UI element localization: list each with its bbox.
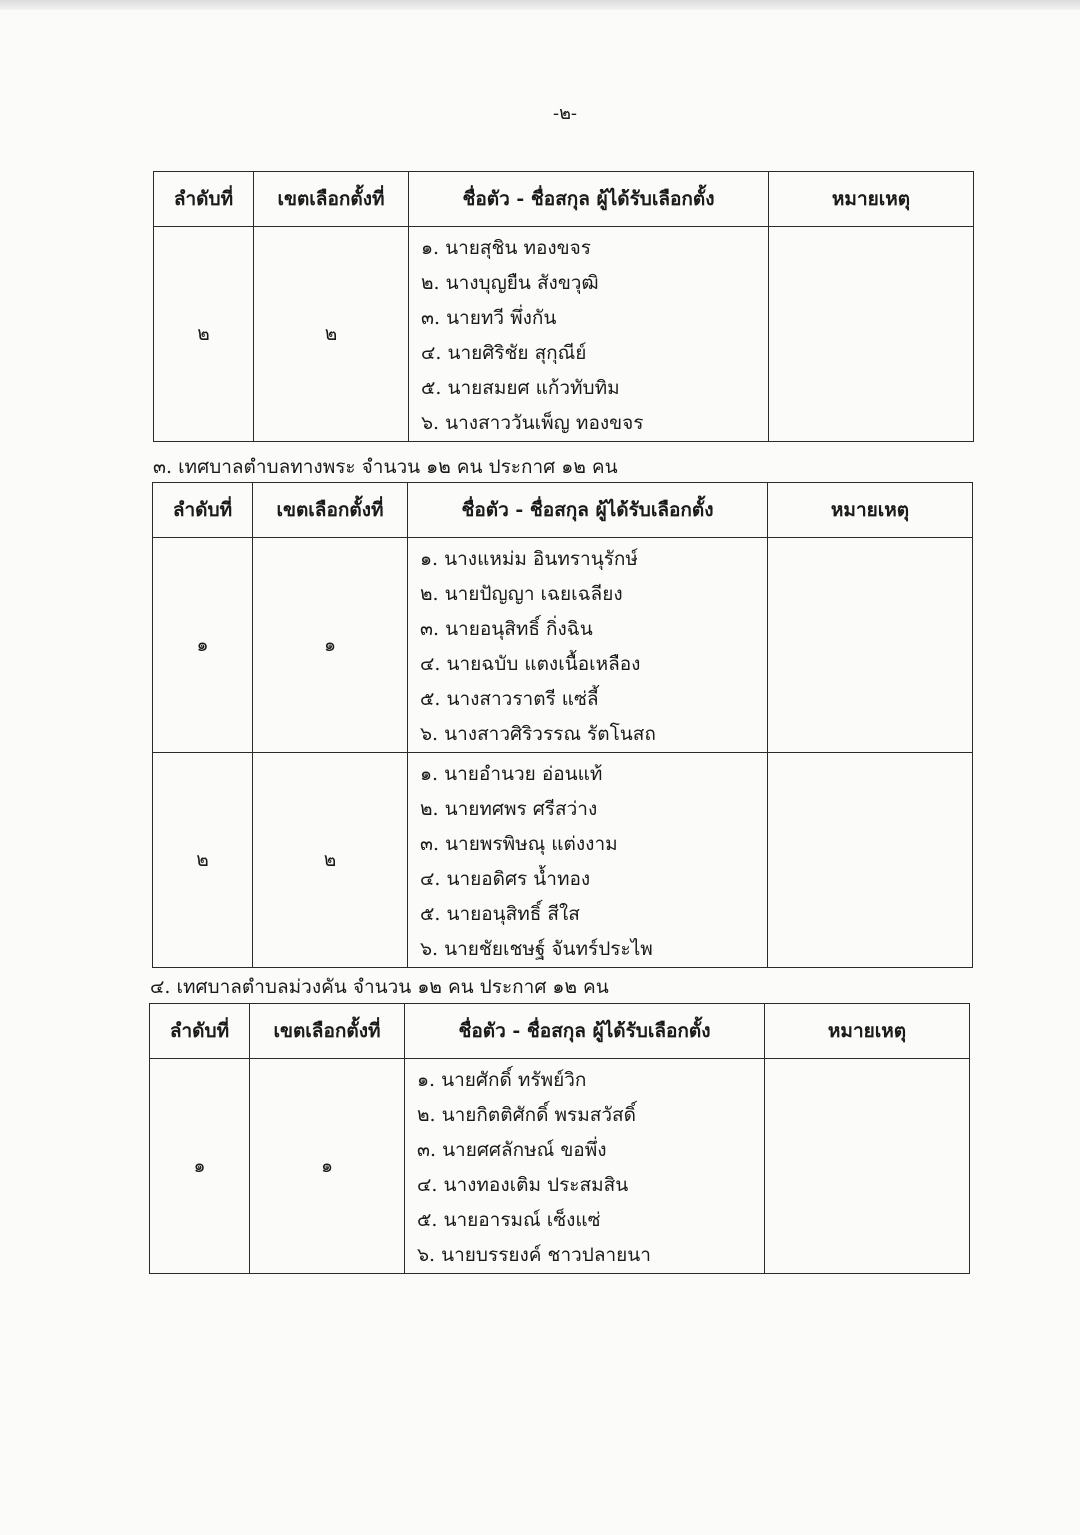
table-row bbox=[154, 227, 974, 442]
names-cell bbox=[408, 753, 768, 968]
header-name: ชื่อตัว - ชื่อสกุล ผู้ได้รับเลือกตั้ง bbox=[409, 172, 769, 227]
table-header-row bbox=[150, 1004, 970, 1059]
results-table-section4 bbox=[149, 1003, 970, 1274]
list-item: ๓. นายทวี พึ่งกัน bbox=[421, 307, 557, 329]
order-cell: ๑ bbox=[150, 1059, 250, 1274]
list-item: ๑. นายสุชิน ทองขจร bbox=[421, 237, 591, 259]
district-cell: ๑ bbox=[250, 1059, 405, 1274]
list-item: ๓. นายอนุสิทธิ์ กิ่งฉิน bbox=[420, 618, 593, 640]
list-item: ๖. นางสาววันเพ็ญ ทองขจร bbox=[421, 412, 644, 434]
results-table-section3 bbox=[152, 482, 973, 968]
list-item: ๖. นายบรรยงค์ ชาวปลายนา bbox=[417, 1244, 651, 1266]
header-remark: หมายเหตุ bbox=[768, 483, 973, 538]
table-header-row bbox=[153, 483, 973, 538]
header-order: ลำดับที่ bbox=[154, 172, 254, 227]
section-heading: ๓. เทศบาลตำบลทางพระ จำนวน ๑๒ คน ประกาศ ๑๒ คน bbox=[153, 456, 618, 478]
header-district: เขตเลือกตั้งที่ bbox=[250, 1004, 405, 1059]
district-cell: ๑ bbox=[253, 538, 408, 753]
names-cell bbox=[405, 1059, 765, 1274]
table-row bbox=[153, 538, 973, 753]
list-item: ๕. นางสาวราตรี แซ่ลี้ bbox=[420, 688, 599, 710]
list-item: ๖. นายชัยเชษฐ์ จันทร์ประไพ bbox=[420, 938, 653, 960]
list-item: ๕. นายสมยศ แก้วทับทิม bbox=[421, 377, 620, 399]
list-item: ๑. นายอำนวย อ่อนแท้ bbox=[420, 763, 603, 785]
order-cell: ๑ bbox=[153, 538, 253, 753]
header-order: ลำดับที่ bbox=[153, 483, 253, 538]
page-number: -๒- bbox=[552, 103, 578, 124]
scan-top-edge bbox=[0, 0, 1080, 10]
table-row bbox=[153, 753, 973, 968]
list-item: ๑. นางแหม่ม อินทรานุรักษ์ bbox=[420, 548, 638, 570]
list-item: ๓. นายพรพิษณุ แต่งงาม bbox=[420, 833, 618, 855]
results-table-continued bbox=[153, 171, 974, 442]
header-name: ชื่อตัว - ชื่อสกุล ผู้ได้รับเลือกตั้ง bbox=[405, 1004, 765, 1059]
remark-cell bbox=[765, 1059, 970, 1274]
list-item: ๕. นายอารมณ์ เซ็งแซ่ bbox=[417, 1209, 601, 1231]
list-item: ๒. นายปัญญา เฉยเฉลียง bbox=[420, 583, 623, 605]
header-order: ลำดับที่ bbox=[150, 1004, 250, 1059]
section-heading: ๔. เทศบาลตำบลม่วงคัน จำนวน ๑๒ คน ประกาศ ๑๒ คน bbox=[150, 976, 609, 998]
header-district: เขตเลือกตั้งที่ bbox=[253, 483, 408, 538]
names-cell bbox=[408, 538, 768, 753]
remark-cell bbox=[768, 753, 973, 968]
list-item: ๕. นายอนุสิทธิ์ สีใส bbox=[420, 903, 580, 925]
names-cell bbox=[409, 227, 769, 442]
order-cell: ๒ bbox=[153, 753, 253, 968]
list-item: ๔. นายอดิศร น้ำทอง bbox=[420, 868, 591, 890]
list-item: ๑. นายศักดิ์ ทรัพย์วิก bbox=[417, 1069, 587, 1091]
list-item: ๒. นางบุญยืน สังขวุฒิ bbox=[421, 272, 599, 294]
header-name: ชื่อตัว - ชื่อสกุล ผู้ได้รับเลือกตั้ง bbox=[408, 483, 768, 538]
list-item: ๔. นายฉบับ แตงเนื้อเหลือง bbox=[420, 653, 641, 675]
order-cell: ๒ bbox=[154, 227, 254, 442]
list-item: ๔. นางทองเติม ประสมสิน bbox=[417, 1174, 629, 1196]
header-remark: หมายเหตุ bbox=[769, 172, 974, 227]
list-item: ๒. นายกิตติศักดิ์ พรมสวัสดิ์ bbox=[417, 1104, 636, 1126]
table-header-row bbox=[154, 172, 974, 227]
list-item: ๖. นางสาวศิริวรรณ รัตโนสถ bbox=[420, 723, 656, 745]
list-item: ๓. นายศศลักษณ์ ขอพึ่ง bbox=[417, 1139, 607, 1161]
table-row bbox=[150, 1059, 970, 1274]
district-cell: ๒ bbox=[254, 227, 409, 442]
list-item: ๔. นายศิริชัย สุกุณีย์ bbox=[421, 342, 587, 364]
list-item: ๒. นายทศพร ศรีสว่าง bbox=[420, 798, 598, 820]
header-district: เขตเลือกตั้งที่ bbox=[254, 172, 409, 227]
district-cell: ๒ bbox=[253, 753, 408, 968]
remark-cell bbox=[769, 227, 974, 442]
header-remark: หมายเหตุ bbox=[765, 1004, 970, 1059]
remark-cell bbox=[768, 538, 973, 753]
